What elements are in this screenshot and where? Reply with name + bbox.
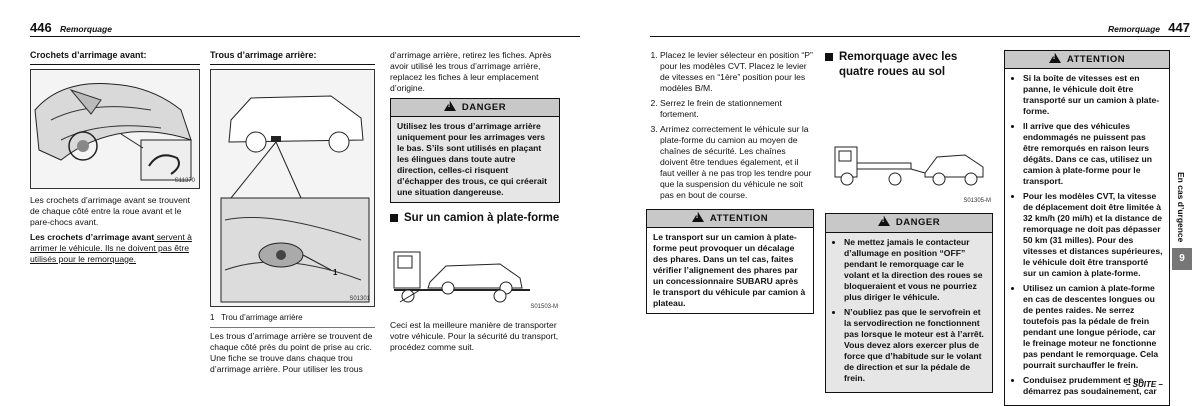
- attention-list-item: • Conduisez prudemment et ne démarrez pas soudainement, car: [1023, 375, 1163, 397]
- flatbed-intro-text: Ceci est la meilleure manière de transporter votre véhicule. Pour la sécurité du transport, procédez comme suit.: [390, 319, 559, 352]
- attention-list-item: • Utilisez un camion à plate-forme en cas de descentes longues ou de pentes raides. Ne serrez toutefois pas la pédale de frein pendant une longue période, car le freinage moteur ne fonctionne pas pendant le remorquage. Cela pourrait surchauffer le frein.: [1023, 283, 1163, 371]
- four-wheels-danger-box: [825, 213, 993, 392]
- right-page: [600, 0, 1200, 402]
- warning-triangle-icon: [692, 212, 704, 222]
- danger-list-item: • Ne mettez jamais le contacteur d’allumage en position “OFF” pendant le remorquage car le volant et la direction des roues se bloqueraient et vous ne pourriez plus diriger le véhicule.: [844, 237, 986, 303]
- towing-attention-body: [1005, 69, 1169, 405]
- attention-list-item: • Pour les modèles CVT, la vitesse de déplacement doit être limitée à 32 km/h (20 mi/h) et la distance de remorquage ne doit pas dépasser 50 km (31 milles). Pour des vitesses et distances supérieures, le véhicule doit être transporté sur un camion à plate-forme.: [1023, 191, 1163, 279]
- continued-label: – SUITE –: [1126, 380, 1163, 389]
- rear-holes-danger-header: [391, 99, 559, 117]
- rear-holes-danger-title: DANGER: [461, 102, 507, 113]
- warning-triangle-icon: [1049, 53, 1061, 63]
- front-hooks-column: [30, 50, 200, 269]
- front-hooks-usage-bold: Les crochets d’arrimage avant: [30, 231, 155, 242]
- four-wheels-danger-header: [826, 214, 992, 232]
- towing-attention-list: [1011, 73, 1163, 397]
- towing-attention-header: [1005, 51, 1169, 69]
- left-page-header: [30, 20, 580, 37]
- right-header-title: Remorquage: [1108, 24, 1160, 34]
- right-page-number: 447: [1168, 20, 1190, 35]
- flatbed-figure: [390, 232, 560, 312]
- four-wheels-section-heading: [825, 50, 993, 79]
- rear-holes-continued-text: d’arrimage arrière, retirez les fiches. Après avoir utilisé les trous d’arrimage arrière, replacez les fiches à leur emplacement d’origine.: [390, 50, 552, 93]
- flatbed-attention-header: [647, 210, 813, 228]
- rear-hole-illustration: [211, 70, 374, 306]
- rear-holes-column: [210, 50, 375, 379]
- left-header-title: Remorquage: [60, 24, 112, 34]
- flatbed-steps-list: [646, 50, 814, 201]
- rear-holes-danger-box: [390, 98, 560, 203]
- towing-attention-box: [1004, 50, 1170, 406]
- four-wheels-danger-body: [826, 233, 992, 392]
- chapter-tab-number: 9: [1172, 248, 1192, 270]
- front-hooks-usage-rest: servent à arrimer le véhicule. Ils ne doivent pas être utilisés pour le remorquage.: [30, 231, 192, 264]
- front-hooks-figure-code: S11370: [174, 177, 195, 184]
- danger-list-item: • N’oubliez pas que le servofrein et la servodirection ne fonctionnent pas lorsque le moteur est à l’arrêt. Vous devez alors exercer plus de force que d’habitude sur le volant de direction et sur la pédale de frein.: [844, 307, 986, 384]
- flatbed-steps-column: [646, 50, 814, 314]
- rear-holes-figure-code: S01301: [349, 295, 370, 302]
- attention-column: [1004, 50, 1170, 406]
- rear-hole-caption-text: Trou d’arrimage arrière: [221, 312, 303, 322]
- warning-triangle-icon: [444, 101, 456, 111]
- warning-triangle-icon: [878, 216, 890, 226]
- section-square-icon: [390, 214, 398, 222]
- flatbed-figure-code: S01503-M: [530, 304, 558, 311]
- left-page: [0, 0, 600, 402]
- flatbed-attention-text: Le transport sur un camion à plate-forme peut provoquer un décalage des phares. Dans un tel cas, faites vérifier l’alignement des phares par un concessionnaire SUBARU après le transport du véhicule par camion à plateau.: [647, 228, 813, 313]
- left-page-number: 446: [30, 20, 52, 35]
- flatbed-truck-illustration: [390, 232, 560, 312]
- flatbed-attention-box: [646, 209, 814, 314]
- flatbed-step: 2. Serrez le frein de stationnement fortement.: [660, 98, 814, 120]
- section-square-icon: [825, 53, 833, 61]
- rear-holes-heading: Trous d’arrimage arrière:: [210, 50, 375, 65]
- flatbed-step: 3. Arrimez correctement le véhicule sur la plate-forme du camion au moyen de chaînes de sécurité. Les chaînes doivent être tendues également, et il faut veiller à ne pas trop les tendre pour que la suspension du véhicule ne soit pas en bout de course.: [660, 124, 814, 201]
- attention-list-item: • Il arrive que des véhicules endommagés ne puissent pas être remorqués en raison leurs dégâts. Dans ce cas, utilisez un camion à plate-forme pour le transport.: [1023, 121, 1163, 187]
- front-hook-illustration: [31, 70, 199, 188]
- four-wheels-figure-code: S01305-M: [963, 197, 991, 204]
- four-wheels-danger-list: [832, 237, 986, 384]
- attention-list-item: • Si la boîte de vitesses est en panne, le véhicule doit être transporté sur un camion à plate-forme.: [1023, 73, 1163, 117]
- right-page-header: [650, 20, 1190, 37]
- rear-holes-figure: [210, 69, 375, 307]
- rear-hole-caption: [210, 313, 375, 323]
- front-hooks-usage-text: [30, 232, 200, 265]
- rear-hole-callout-number: 1: [333, 267, 338, 277]
- flatbed-section-heading: [390, 211, 560, 226]
- four-wheels-tow-illustration: [825, 85, 993, 205]
- four-wheels-figure: [825, 85, 993, 205]
- four-wheels-section-title: Remorquage avec les quatre roues au sol: [839, 51, 958, 78]
- flatbed-attention-title: ATTENTION: [709, 213, 769, 224]
- rear-holes-location-text: Les trous d’arrimage arrière se trouvent de chaque côté près du point de prise au cric. Une fiche se trouve dans chaque trou d’arrimage arrière. Pour utiliser les trous: [210, 327, 375, 375]
- front-hooks-location-text: Les crochets d’arrimage avant se trouvent de chaque côté entre la roue avant et le pare-chocs avant.: [30, 194, 191, 227]
- four-wheels-danger-title: DANGER: [895, 217, 941, 229]
- flatbed-step: 1. Placez le levier sélecteur en position “P” pour les modèles CVT. Placez le levier de vitesses en “1ère” position pour les modèles B/M.: [660, 50, 814, 94]
- rear-holes-danger-text: Utilisez les trous d’arrimage arrière uniquement pour les arrimages vers le bas. S’ils sont utilisés en plaçant les élingues dans toute autre direction, celles-ci risquent d’échapper des trous, ce qui créerait une situation dangereuse.: [391, 117, 559, 202]
- rear-hole-caption-number: 1: [210, 312, 215, 322]
- flatbed-section-title: Sur un camion à plate-forme: [404, 212, 560, 225]
- chapter-side-tab: [1172, 168, 1192, 308]
- towing-attention-title: ATTENTION: [1066, 54, 1126, 65]
- front-hooks-figure: [30, 69, 200, 189]
- four-wheels-column: [825, 50, 993, 393]
- flatbed-column: [390, 50, 560, 357]
- front-hooks-heading: Crochets d’arrimage avant:: [30, 50, 200, 65]
- chapter-tab-label: En cas d’urgence: [1175, 172, 1186, 243]
